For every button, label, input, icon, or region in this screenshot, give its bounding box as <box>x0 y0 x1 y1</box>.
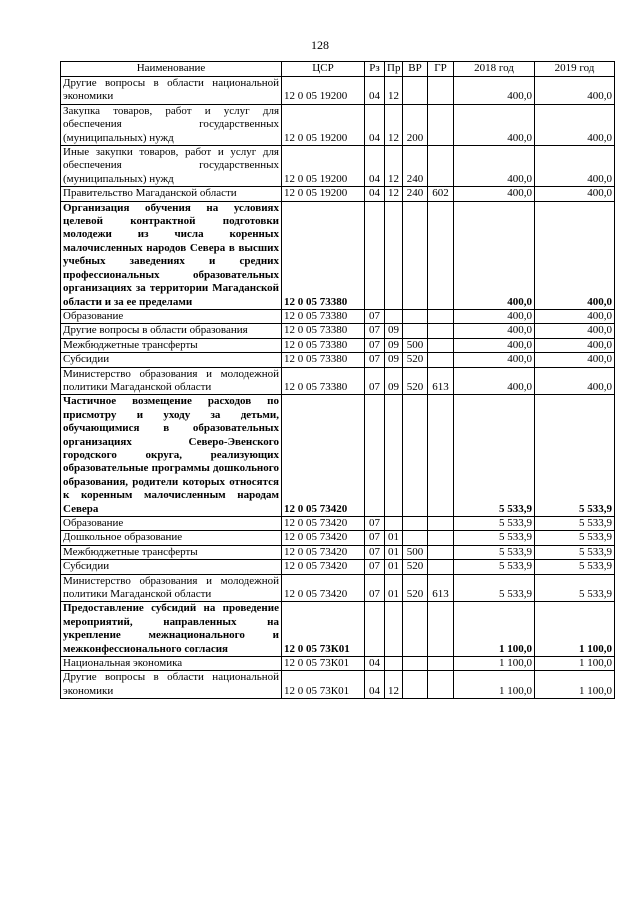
cell-gr <box>428 531 454 545</box>
cell-csr: 12 0 05 73420 <box>282 545 365 559</box>
cell-rz: 04 <box>365 657 385 671</box>
cell-gr <box>428 309 454 323</box>
cell-vr <box>403 517 428 531</box>
table-row <box>61 201 615 309</box>
cell-2019: 1 100,0 <box>535 657 615 671</box>
cell-rz: 07 <box>365 531 385 545</box>
table-row <box>61 187 615 201</box>
cell-csr: 12 0 05 73420 <box>282 560 365 574</box>
cell-gr <box>428 77 454 105</box>
cell-rz: 07 <box>365 367 385 395</box>
cell-gr <box>428 104 454 145</box>
cell-2018: 5 533,9 <box>454 560 535 574</box>
header-pr: Пр <box>385 62 403 77</box>
cell-pr: 12 <box>385 671 403 699</box>
table-row <box>61 367 615 395</box>
cell-name: Министерство образования и молодежной политики Магаданской области <box>61 367 282 395</box>
cell-gr <box>428 338 454 352</box>
cell-rz: 04 <box>365 104 385 145</box>
cell-2019: 400,0 <box>535 367 615 395</box>
cell-2018: 1 100,0 <box>454 657 535 671</box>
cell-rz: 04 <box>365 77 385 105</box>
cell-pr <box>385 517 403 531</box>
cell-csr: 12 0 05 73380 <box>282 338 365 352</box>
cell-2019: 400,0 <box>535 353 615 367</box>
header-vr: ВР <box>403 62 428 77</box>
header-name: Наименование <box>61 62 282 77</box>
cell-2018: 1 100,0 <box>454 602 535 657</box>
cell-name: Иные закупки товаров, работ и услуг для обеспечения государственных (муниципальных) нужд <box>61 146 282 187</box>
cell-csr: 12 0 05 73К01 <box>282 602 365 657</box>
cell-name: Организация обучения на условиях целевой контрактной подготовки молодежи из числа коренных малочисленных народов Севера в высших учебных заведениях и средних профессиональных образовательных организациях за территории Магаданской области и за ее пределами <box>61 201 282 309</box>
budget-table <box>60 61 615 699</box>
cell-2018: 5 533,9 <box>454 545 535 559</box>
cell-csr: 12 0 05 73420 <box>282 531 365 545</box>
cell-2018: 5 533,9 <box>454 395 535 517</box>
cell-gr <box>428 146 454 187</box>
cell-2019: 5 533,9 <box>535 560 615 574</box>
cell-name: Национальная экономика <box>61 657 282 671</box>
cell-vr <box>403 602 428 657</box>
cell-2018: 1 100,0 <box>454 671 535 699</box>
cell-pr <box>385 201 403 309</box>
cell-csr: 12 0 05 73380 <box>282 324 365 338</box>
cell-gr <box>428 671 454 699</box>
cell-rz <box>365 201 385 309</box>
cell-name: Межбюджетные трансферты <box>61 338 282 352</box>
cell-gr <box>428 560 454 574</box>
cell-rz: 07 <box>365 517 385 531</box>
cell-rz: 07 <box>365 353 385 367</box>
table-row <box>61 395 615 517</box>
cell-2019: 1 100,0 <box>535 602 615 657</box>
cell-rz: 07 <box>365 545 385 559</box>
cell-rz <box>365 602 385 657</box>
cell-rz: 07 <box>365 574 385 602</box>
cell-gr <box>428 353 454 367</box>
cell-gr <box>428 657 454 671</box>
cell-2018: 400,0 <box>454 367 535 395</box>
cell-2018: 5 533,9 <box>454 531 535 545</box>
cell-name: Правительство Магаданской области <box>61 187 282 201</box>
cell-vr <box>403 309 428 323</box>
cell-2018: 400,0 <box>454 353 535 367</box>
cell-rz: 07 <box>365 338 385 352</box>
table-row <box>61 531 615 545</box>
cell-pr: 12 <box>385 146 403 187</box>
cell-rz <box>365 395 385 517</box>
cell-vr: 520 <box>403 367 428 395</box>
table-body <box>61 77 615 699</box>
table-header-row <box>61 62 615 77</box>
cell-pr: 09 <box>385 338 403 352</box>
cell-csr: 12 0 05 19200 <box>282 187 365 201</box>
cell-gr: 613 <box>428 574 454 602</box>
cell-csr: 12 0 05 73420 <box>282 574 365 602</box>
cell-vr <box>403 657 428 671</box>
cell-2019: 400,0 <box>535 201 615 309</box>
cell-vr <box>403 395 428 517</box>
cell-2018: 400,0 <box>454 187 535 201</box>
cell-gr <box>428 324 454 338</box>
cell-rz: 04 <box>365 671 385 699</box>
cell-rz: 04 <box>365 187 385 201</box>
cell-vr: 200 <box>403 104 428 145</box>
cell-vr <box>403 77 428 105</box>
cell-2018: 5 533,9 <box>454 517 535 531</box>
cell-2019: 5 533,9 <box>535 517 615 531</box>
table-row <box>61 77 615 105</box>
cell-2018: 400,0 <box>454 324 535 338</box>
cell-name: Дошкольное образование <box>61 531 282 545</box>
cell-csr: 12 0 05 73380 <box>282 309 365 323</box>
cell-2018: 400,0 <box>454 201 535 309</box>
cell-name: Образование <box>61 309 282 323</box>
cell-2019: 400,0 <box>535 324 615 338</box>
cell-2019: 400,0 <box>535 77 615 105</box>
cell-name: Субсидии <box>61 353 282 367</box>
cell-2019: 5 533,9 <box>535 574 615 602</box>
cell-name: Другие вопросы в области образования <box>61 324 282 338</box>
table-row <box>61 545 615 559</box>
cell-name: Министерство образования и молодежной политики Магаданской области <box>61 574 282 602</box>
cell-vr <box>403 201 428 309</box>
table-row <box>61 560 615 574</box>
cell-csr: 12 0 05 19200 <box>282 146 365 187</box>
cell-csr: 12 0 05 19200 <box>282 104 365 145</box>
table-row <box>61 353 615 367</box>
cell-gr <box>428 395 454 517</box>
cell-pr: 01 <box>385 574 403 602</box>
table-row <box>61 517 615 531</box>
cell-2019: 400,0 <box>535 146 615 187</box>
cell-name: Субсидии <box>61 560 282 574</box>
cell-2019: 400,0 <box>535 104 615 145</box>
table-row <box>61 324 615 338</box>
cell-rz: 07 <box>365 309 385 323</box>
cell-vr <box>403 531 428 545</box>
cell-vr: 520 <box>403 560 428 574</box>
cell-pr: 09 <box>385 324 403 338</box>
header-csr: ЦСР <box>282 62 365 77</box>
cell-csr: 12 0 05 73420 <box>282 517 365 531</box>
cell-csr: 12 0 05 73380 <box>282 367 365 395</box>
cell-2018: 400,0 <box>454 104 535 145</box>
cell-vr <box>403 324 428 338</box>
cell-pr: 12 <box>385 104 403 145</box>
cell-vr: 500 <box>403 545 428 559</box>
cell-csr: 12 0 05 19200 <box>282 77 365 105</box>
page-number: 128 <box>311 38 329 52</box>
table-row <box>61 671 615 699</box>
cell-pr <box>385 657 403 671</box>
cell-name: Частичное возмещение расходов по присмотру и уходу за детьми, обучающимися в образовательных организациях Северо-Эвенского городского округа, реализующих образовательные программы дошкольного образования, родители которых относятся к коренным малочисленным народам Севера <box>61 395 282 517</box>
cell-pr: 12 <box>385 187 403 201</box>
cell-pr: 09 <box>385 353 403 367</box>
cell-vr: 520 <box>403 574 428 602</box>
cell-2019: 400,0 <box>535 338 615 352</box>
cell-csr: 12 0 05 73К01 <box>282 671 365 699</box>
header-2018: 2018 год <box>454 62 535 77</box>
cell-pr: 01 <box>385 560 403 574</box>
cell-2018: 400,0 <box>454 338 535 352</box>
cell-gr <box>428 545 454 559</box>
cell-vr: 240 <box>403 146 428 187</box>
cell-gr <box>428 517 454 531</box>
cell-csr: 12 0 05 73420 <box>282 395 365 517</box>
cell-pr <box>385 395 403 517</box>
cell-2019: 5 533,9 <box>535 531 615 545</box>
table-row <box>61 657 615 671</box>
cell-2019: 400,0 <box>535 309 615 323</box>
cell-rz: 07 <box>365 560 385 574</box>
cell-2019: 5 533,9 <box>535 545 615 559</box>
header-rz: Рз <box>365 62 385 77</box>
cell-name: Предоставление субсидий на проведение мероприятий, направленных на укрепление межнационального и межконфессионального согласия <box>61 602 282 657</box>
table-row <box>61 338 615 352</box>
cell-pr <box>385 602 403 657</box>
cell-2019: 400,0 <box>535 187 615 201</box>
cell-gr: 613 <box>428 367 454 395</box>
cell-name: Закупка товаров, работ и услуг для обеспечения государственных (муниципальных) нужд <box>61 104 282 145</box>
cell-vr: 500 <box>403 338 428 352</box>
cell-vr: 240 <box>403 187 428 201</box>
cell-name: Образование <box>61 517 282 531</box>
cell-name: Другие вопросы в области национальной экономики <box>61 671 282 699</box>
cell-2018: 5 533,9 <box>454 574 535 602</box>
cell-gr <box>428 602 454 657</box>
table-row <box>61 574 615 602</box>
table-row <box>61 146 615 187</box>
cell-pr: 09 <box>385 367 403 395</box>
cell-gr: 602 <box>428 187 454 201</box>
cell-vr <box>403 671 428 699</box>
table-row <box>61 309 615 323</box>
cell-2018: 400,0 <box>454 146 535 187</box>
table-row <box>61 602 615 657</box>
cell-rz: 07 <box>365 324 385 338</box>
cell-rz: 04 <box>365 146 385 187</box>
cell-csr: 12 0 05 73380 <box>282 201 365 309</box>
cell-2019: 5 533,9 <box>535 395 615 517</box>
cell-2018: 400,0 <box>454 77 535 105</box>
table-row <box>61 104 615 145</box>
cell-vr: 520 <box>403 353 428 367</box>
cell-pr: 12 <box>385 77 403 105</box>
cell-2019: 1 100,0 <box>535 671 615 699</box>
header-gr: ГР <box>428 62 454 77</box>
cell-gr <box>428 201 454 309</box>
cell-2018: 400,0 <box>454 309 535 323</box>
header-2019: 2019 год <box>535 62 615 77</box>
cell-name: Другие вопросы в области национальной экономики <box>61 77 282 105</box>
cell-pr: 01 <box>385 545 403 559</box>
cell-csr: 12 0 05 73К01 <box>282 657 365 671</box>
cell-name: Межбюджетные трансферты <box>61 545 282 559</box>
cell-pr <box>385 309 403 323</box>
cell-pr: 01 <box>385 531 403 545</box>
cell-csr: 12 0 05 73380 <box>282 353 365 367</box>
